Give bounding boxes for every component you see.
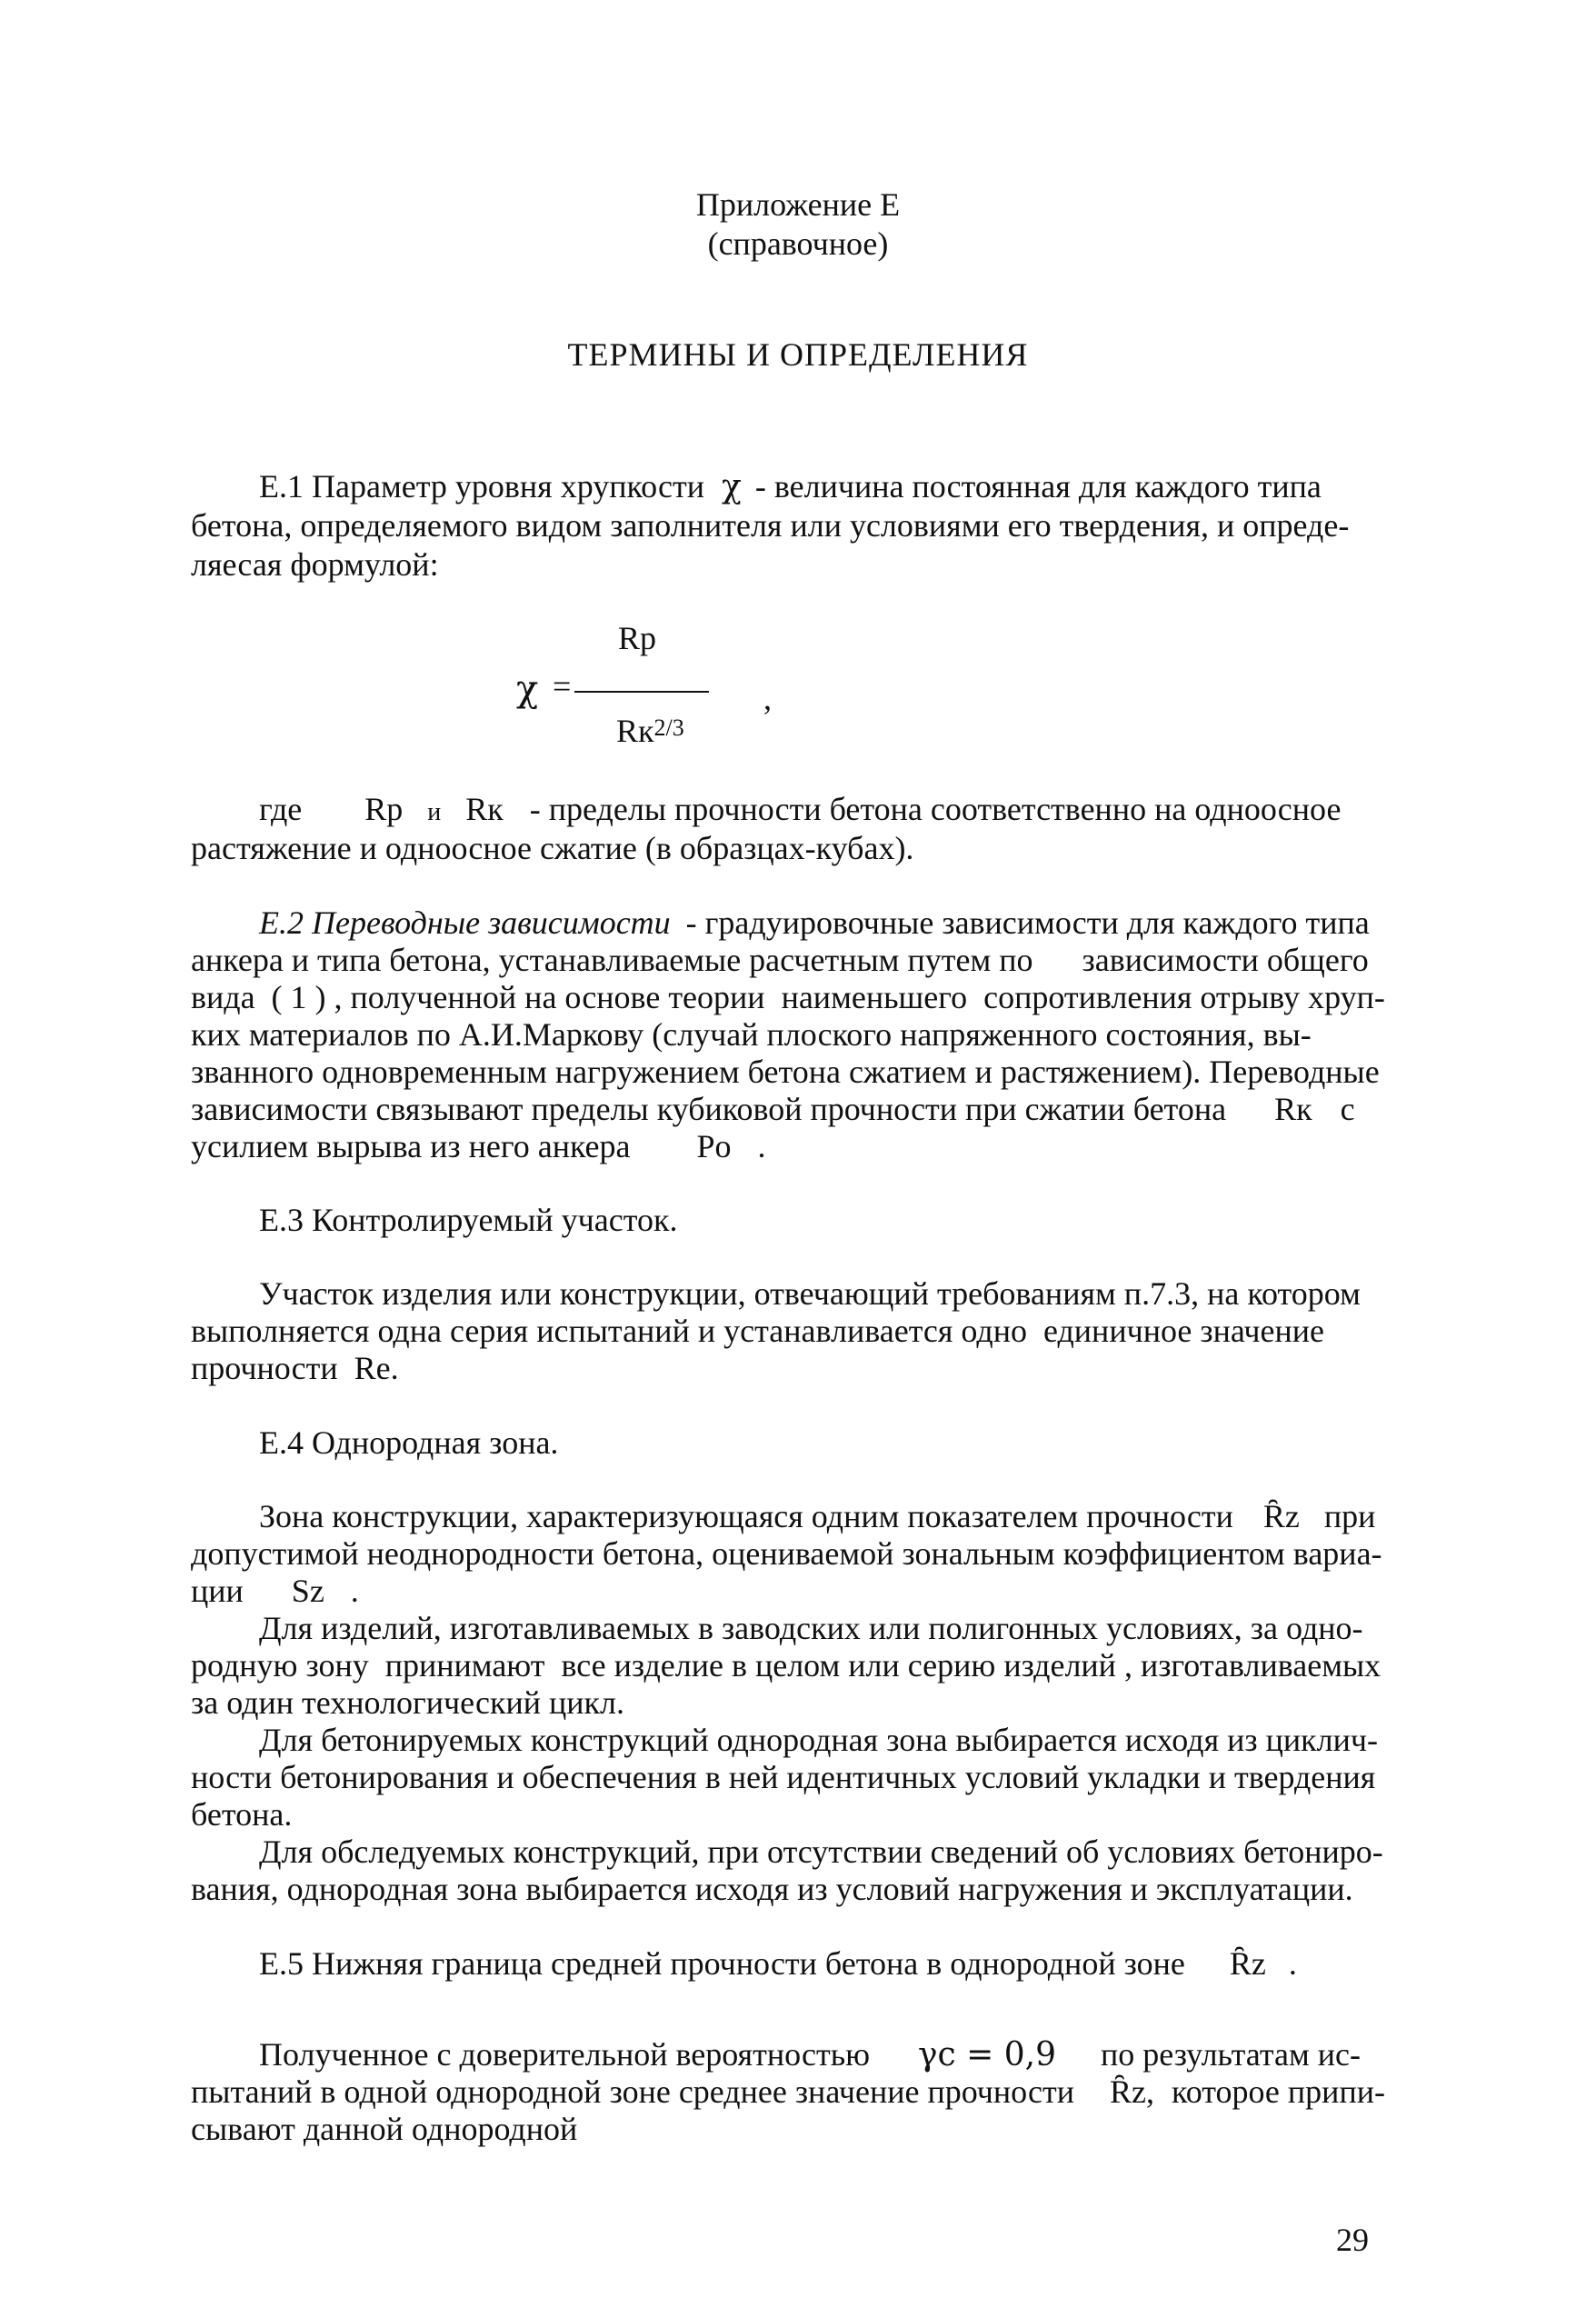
formula-numerator: Rp [618,620,657,656]
rk-symbol-2: Rк [1274,1091,1312,1127]
e5-line-1 [259,2036,1361,2073]
gamma-value: γс = 0,9 [918,2036,1057,2073]
appendix-label: Приложение Е [695,186,901,223]
e1-line-1 [259,468,1450,505]
e4-p3-line-2: ности бетонирования и обеспечения в ней идентичных условий укладки и твердения [191,1759,1376,1795]
e1-text: - величина постоянная для каждого типа [754,468,1322,505]
appendix-status: (справочное) [707,225,889,262]
where-line-1 [259,791,1450,831]
e5-line-1-b: по результатам ис- [1101,2036,1361,2073]
formula-denominator [616,713,684,750]
e5-line-2-b: которое припи- [1172,2073,1385,2110]
e2-line-2: анкера и типа бетона, устанавливаемые расчетным путем по зависимости общего [191,942,1369,978]
e1-line-3: ляесая формулой: [191,546,439,583]
e4-p1-line-1 [259,1498,1375,1535]
e3-line-2: выполняется одна серия испытаний и устанавливается одно единичное значение [191,1313,1324,1349]
rz-symbol: Ȓz [1262,1498,1300,1534]
e4-p3-line-3: бетона. [191,1796,293,1833]
e3-line-1: Участок изделия или конструкции, отвечающий требованиям п.7.3, на котором [259,1275,1361,1312]
rk-symbol: Rк [465,791,504,827]
e2-line-4: ких материалов по А.И.Маркову (случай плоского напряженного состояния, вы- [191,1016,1312,1053]
e4-heading: Е.4 Однородная зона. [259,1424,559,1461]
e4-p2-line-2: родную зону принимают все изделие в целом или серию изделий , изготавливаемых [191,1647,1382,1684]
where-label: где [259,791,303,827]
e2-line-6-text: зависимости связывают пределы кубиковой прочности при сжатии бетона [191,1091,1227,1127]
denominator-base: Rк [616,713,654,749]
e2-term: Переводные зависимости [312,904,671,941]
sz-symbol: Sz [291,1573,324,1609]
e2-line-1 [259,904,1450,942]
e5-heading-end: . [1288,1945,1297,1982]
e5-heading [259,1945,1297,1983]
rp-symbol: Rp [364,791,404,827]
e1-line-2: бетона, определяемого видом заполнителя или условиями его твердения, и опреде- [191,507,1350,544]
e4-p1-line-3-text: ции [191,1573,244,1609]
e4-p2-line-3: за один технологический цикл. [191,1684,624,1721]
chi-symbol: χ [722,468,742,505]
e2-line-6 [191,1091,1355,1128]
e4-p1-text: Зона конструкции, характеризующаяся одним показателем прочности [259,1498,1233,1534]
e4-p1-line-2: допустимой неоднородности бетона, оцениваемой зональным коэффициентом вариа- [191,1535,1382,1572]
page-number: 29 [1336,2222,1369,2258]
fraction-bar [574,691,709,693]
e2-line-5: званного одновременным нагружением бетона сжатием и растяжением). Переводные [191,1054,1380,1090]
e5-line-2 [191,2073,1385,2111]
e2-line-7 [191,1128,766,1165]
rz-symbol-3: Ȓz, [1110,2073,1155,2110]
formula-equals: = [553,668,572,704]
e2-line-7-end: . [757,1128,766,1164]
e3-line-3: прочности Rе. [191,1350,399,1386]
po-symbol: Pо [696,1128,732,1164]
e5-line-1-a: Полученное с доверительной вероятностью [259,2036,871,2073]
e5-line-3: сывают данной однородной [191,2111,578,2147]
e1-term: Параметр уровня хрупкости [312,468,705,505]
e4-p1-end: при [1323,1498,1376,1534]
e4-p3-line-1: Для бетонируемых конструкций однородная зона выбирается исходя из циклич- [259,1722,1378,1758]
section-title: ТЕРМИНЫ И ОПРЕДЕЛЕНИЯ [567,336,1029,373]
e3-heading: Е.3 Контролируемый участок. [259,1202,678,1238]
e5-heading-text: Е.5 Нижняя граница средней прочности бетона в однородной зоне [259,1945,1185,1982]
e2-number: Е.2 [259,904,304,941]
e4-p4-line-2: вания, однородная зона выбирается исходя из условий нагружения и эксплуатации. [191,1871,1353,1907]
formula-chi: χ [516,668,539,710]
e4-p4-line-1: Для обследуемых конструкций, при отсутствии сведений об условиях бетониро- [259,1833,1383,1870]
where-line-2: растяжение и одноосное сжатие (в образцах-кубах). [191,830,914,866]
formula-comma: , [763,680,772,716]
e5-line-2-a: пытаний в одной однородной зоне среднее значение прочности [191,2073,1075,2110]
e4-p1-line-3 [191,1573,359,1610]
e4-p2-line-1: Для изделий, изготавливаемых в заводских или полигонных условиях, за одно- [259,1610,1363,1646]
e1-number: Е.1 [259,468,304,505]
denominator-exponent: 2/3 [653,714,684,741]
e2-line-6-end: с [1340,1091,1355,1127]
rz-symbol-2: Ȓz [1229,1945,1266,1982]
e2-line-1-rest: - градуировочные зависимости для каждого типа [685,904,1370,941]
e2-line-3: вида ( 1 ) , полученной на основе теории наименьшего сопротивления отрыву хруп- [191,979,1385,1015]
and-word: и [427,798,442,826]
where-text-1: - пределы прочности бетона соответственно на одноосное [529,791,1342,827]
e2-line-7-text: усилием вырыва из него анкера [191,1128,631,1164]
e4-p1-line-3-end: . [350,1573,359,1609]
